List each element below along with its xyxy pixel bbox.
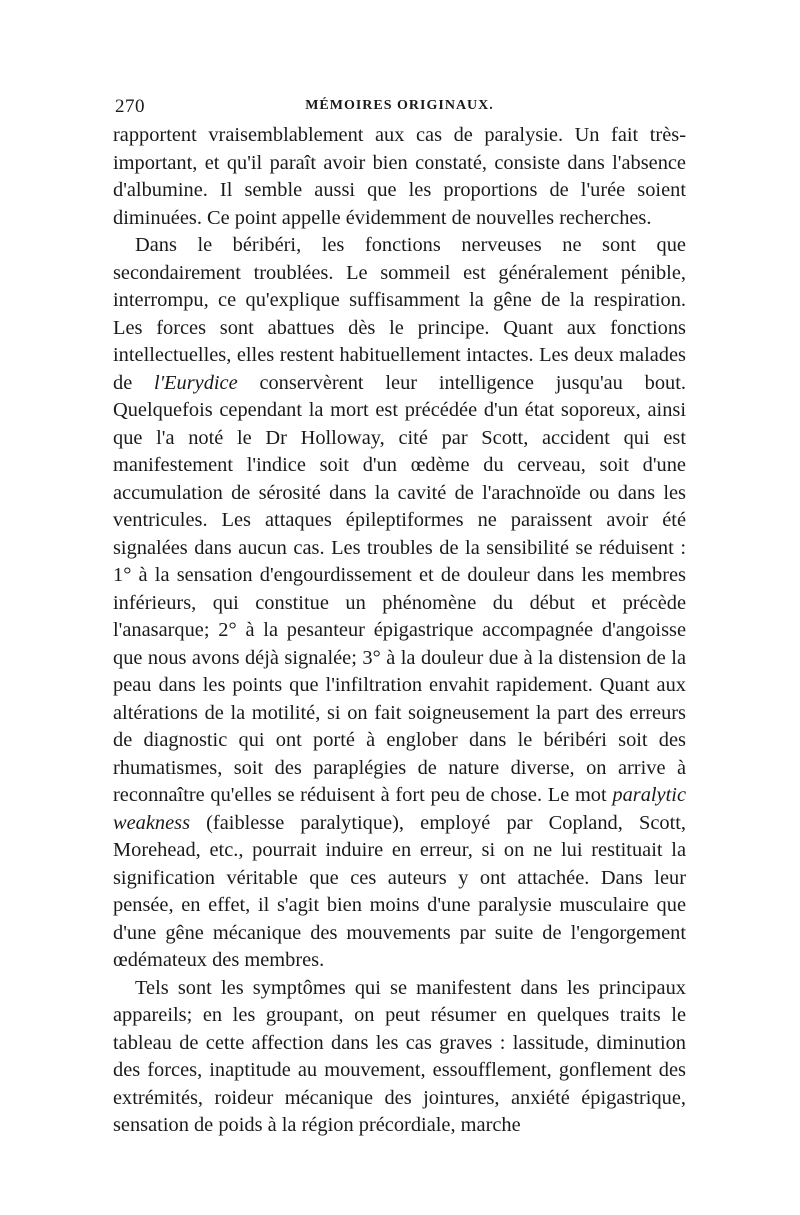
italic-english-term: paralytic weakness [113,784,686,834]
text-segment: rapportent vraisemblablement aux cas de paralysie. Un fait très-important, et qu'il paraît avoir bien constaté, consiste dans l'absence d'albumine. Il semble aussi que les proportions de l'urée soient diminuées. Ce point appelle évidemment de nouvelles recherches. [113,124,686,229]
paragraph-3 [113,975,686,1140]
italic-ship-name: l'Eurydice [154,371,238,394]
body-text [113,122,686,1140]
running-title: MÉMOIRES ORIGINAUX. [305,98,494,113]
text-segment: (faiblesse paralytique), employé par Copland, Scott, Morehead, etc., pourrait induire en erreur, si on ne lui restituait la signification véritable que ces auteurs y ont attachée. Dans leur pensée, en effet, il s'agit bien moins d'une paralysie musculaire que d'une gêne mécanique des mouvements par suite de l'engorgement œdémateux des membres. [113,811,686,971]
page [113,92,686,1140]
page-number: 270 [115,96,145,117]
text-segment: Dans le béribéri, les fonctions nerveuses ne sont que secondairement troublées. Le sommeil est généralement pénible, interrompu, ce qu'explique suffisamment la gêne de la respiration. Les forces sont abattues dès le principe. Quant aux fonctions intellectuelles, elles restent habituellement intactes. Les deux malades de [113,234,686,394]
text-segment: Tels sont les symptômes qui se manifestent dans les principaux appareils; en les groupant, on peut résumer en quelques traits le tableau de cette affection dans les cas graves : lassitude, diminution des forces, inaptitude au mouvement, essoufflement, gonflement des extrémités, roideur mécanique des jointures, anxiété épigastrique, sensation de poids à la région précordiale, marche [113,976,686,1136]
running-head [113,92,686,122]
paragraph-1 [113,122,686,232]
paragraph-2 [113,232,686,975]
text-segment: conservèrent leur intelligence jusqu'au bout. Quelquefois cependant la mort est précédée d'un état soporeux, ainsi que l'a noté le Dr Holloway, cité par Scott, accident qui est manifestement l'indice soit d'un œdème du cerveau, soit d'une accumulation de sérosité dans la cavité de l'arachnoïde ou dans les ventricules. Les attaques épileptiformes ne paraissent avoir été signalées dans aucun cas. Les troubles de la sensibilité se réduisent : 1° à la sensation d'engourdissement et de douleur dans les membres inférieurs, qui constitue un phénomène du début et précède l'anasarque; 2° à la pesanteur épigastrique accompagnée d'angoisse que nous avons déjà signalée; 3° à la douleur due à la distension de la peau dans les points que l'infiltration envahit rapidement. Quant aux altérations de la motilité, si on fait soigneusement la part des erreurs de diagnostic qui ont porté à englober dans le béribéri soit des rhumatismes, soit des paraplégies de nature diverse, on arrive à reconnaître qu'elles se réduisent à fort peu de chose. Le mot [113,371,687,806]
